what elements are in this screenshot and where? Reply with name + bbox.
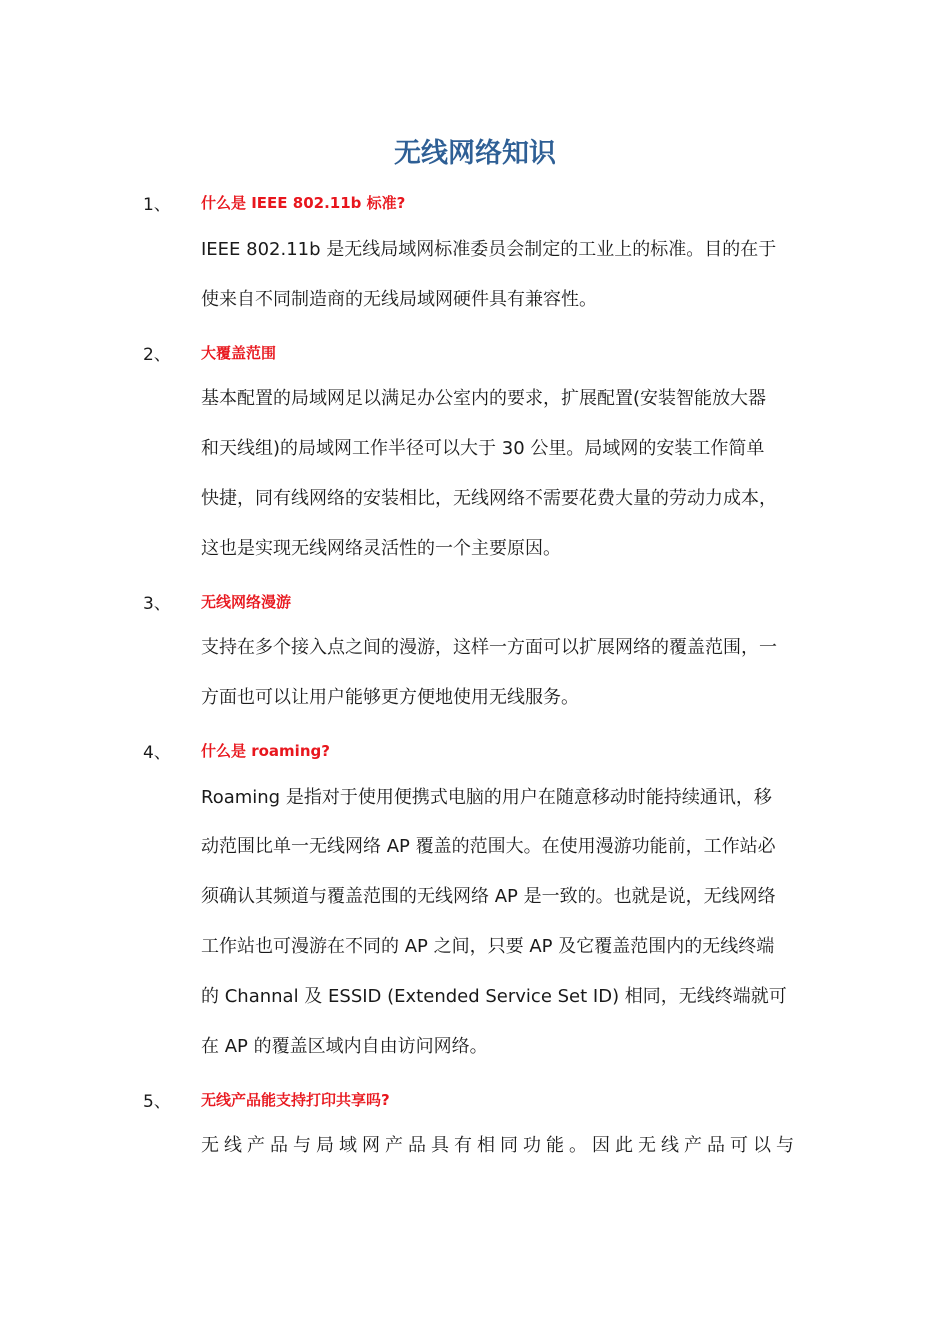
section-2-heading: 大覆盖范围: [201, 344, 277, 362]
page-title: 无线网络知识: [394, 138, 556, 169]
section-5-heading: 无线产品能支持打印共享吗?: [201, 1091, 390, 1109]
section-4-number: 4、: [143, 743, 171, 763]
section-4-line-3: 须确认其频道与覆盖范围的无线网络 AP 是一致的。也就是说，无线网络: [201, 886, 776, 907]
section-1-line-2: 使来自不同制造商的无线局域网硬件具有兼容性。: [201, 289, 597, 310]
section-4-line-5: 的 Channal 及 ESSID (Extended Service Set ID) 相同，无线终端就可: [201, 986, 787, 1007]
section-1-number: 1、: [143, 195, 171, 215]
section-4-line-2: 动范围比单一无线网络 AP 覆盖的范围大。在使用漫游功能前，工作站必: [201, 836, 776, 857]
section-4-line-4: 工作站也可漫游在不同的 AP 之间，只要 AP 及它覆盖范围内的无线终端: [201, 936, 775, 957]
section-2-line-1: 基本配置的局域网足以满足办公室内的要求，扩展配置(安装智能放大器: [201, 388, 767, 409]
section-4-line-6: 在 AP 的覆盖区域内自由访问网络。: [201, 1036, 488, 1057]
section-3-heading: 无线网络漫游: [201, 593, 292, 611]
section-2-line-3: 快捷，同有线网络的安装相比，无线网络不需要花费大量的劳动力成本，: [201, 488, 777, 509]
section-5-line-1: 无线产品与局域网产品具有相同功能。因此无线产品可以与: [201, 1135, 799, 1156]
section-3-line-2: 方面也可以让用户能够更方便地使用无线服务。: [201, 687, 579, 708]
section-3-line-1: 支持在多个接入点之间的漫游，这样一方面可以扩展网络的覆盖范围，一: [201, 637, 777, 658]
section-1-heading: 什么是 IEEE 802.11b 标准?: [201, 194, 406, 212]
section-4-heading: 什么是 roaming?: [201, 742, 330, 760]
section-1-line-1: IEEE 802.11b 是无线局域网标准委员会制定的工业上的标准。目的在于: [201, 239, 777, 260]
section-2-line-2: 和天线组)的局域网工作半径可以大于 30 公里。局域网的安装工作简单: [201, 438, 765, 459]
section-3-number: 3、: [143, 594, 171, 614]
section-5-number: 5、: [143, 1092, 171, 1112]
section-4-line-1: Roaming 是指对于使用便携式电脑的用户在随意移动时能持续通讯，移: [201, 787, 772, 808]
section-2-number: 2、: [143, 345, 171, 365]
section-2-line-4: 这也是实现无线网络灵活性的一个主要原因。: [201, 538, 561, 559]
